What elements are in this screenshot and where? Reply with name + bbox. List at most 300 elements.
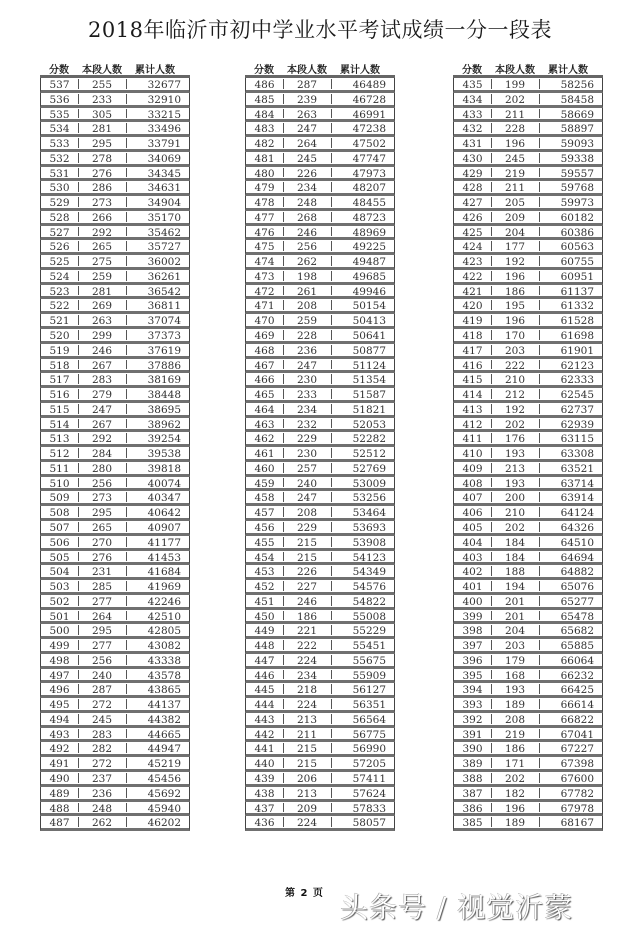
- segment-count-cell: 233: [79, 94, 127, 104]
- segment-count-cell: 208: [492, 714, 540, 724]
- table-row: [40, 359, 190, 374]
- cumulative-count-cell: 46991: [352, 108, 386, 121]
- table-row: [40, 78, 190, 93]
- segment-count-cell: 224: [284, 817, 332, 827]
- segment-count-cell: 176: [492, 433, 540, 443]
- cumulative-count-cell: 65076: [560, 581, 594, 594]
- score-cell: 444: [246, 699, 284, 709]
- score-cell: 531: [41, 168, 79, 178]
- segment-count-cell: 226: [284, 168, 332, 178]
- table-row: [40, 181, 190, 196]
- segment-count-cell: 295: [79, 625, 127, 635]
- score-cell: 527: [41, 227, 79, 237]
- cumulative-count-cell: 48455: [352, 197, 386, 210]
- cumulative-count-cell: 36811: [147, 300, 181, 313]
- cumulative-count-cell: 51354: [352, 374, 386, 387]
- segment-count-cell: 256: [79, 478, 127, 488]
- cumulative-count-cell: 62123: [560, 359, 594, 372]
- score-cell: 495: [41, 699, 79, 709]
- segment-count-cell: 287: [284, 79, 332, 89]
- table-row: [245, 580, 395, 595]
- cumulative-count-cell: 53464: [352, 507, 386, 520]
- segment-count-cell: 282: [79, 743, 127, 753]
- segment-count-cell: 184: [492, 537, 540, 547]
- score-cell: 448: [246, 640, 284, 650]
- segment-count-cell: 266: [79, 212, 127, 222]
- score-cell: 456: [246, 522, 284, 532]
- cumulative-count-cell: 41177: [147, 536, 181, 549]
- segment-count-cell: 211: [492, 109, 540, 119]
- cumulative-count-cell: 53009: [352, 477, 386, 490]
- segment-count-cell: 283: [79, 729, 127, 739]
- table-row: [40, 167, 190, 182]
- table-row: [245, 418, 395, 433]
- table-row: [245, 654, 395, 669]
- table-row: [245, 757, 395, 772]
- segment-count-cell: 247: [79, 404, 127, 414]
- score-cell: 465: [246, 389, 284, 399]
- cumulative-count-cell: 68167: [560, 817, 594, 830]
- segment-count-cell: 202: [492, 522, 540, 532]
- cumulative-count-cell: 54123: [352, 551, 386, 564]
- segment-count-cell: 245: [284, 153, 332, 163]
- segment-count-cell: 263: [284, 109, 332, 119]
- table-row: [453, 359, 603, 374]
- segment-count-cell: 222: [284, 640, 332, 650]
- score-cell: 526: [41, 241, 79, 251]
- table-row: [245, 240, 395, 255]
- header-score: 分数: [254, 65, 274, 76]
- segment-count-cell: 305: [79, 109, 127, 119]
- cumulative-count-cell: 34631: [147, 182, 181, 195]
- cumulative-count-cell: 48723: [352, 211, 386, 224]
- table-row: [40, 802, 190, 817]
- cumulative-count-cell: 44382: [147, 713, 181, 726]
- table-row: [453, 108, 603, 123]
- cumulative-count-cell: 50877: [352, 344, 386, 357]
- segment-count-cell: 283: [79, 374, 127, 384]
- cumulative-count-cell: 59338: [560, 152, 594, 165]
- cumulative-count-cell: 54576: [352, 581, 386, 594]
- cumulative-count-cell: 33791: [147, 138, 181, 151]
- segment-count-cell: 215: [284, 743, 332, 753]
- segment-count-cell: 261: [284, 286, 332, 296]
- score-cell: 509: [41, 492, 79, 502]
- score-cell: 466: [246, 374, 284, 384]
- cumulative-count-cell: 56990: [352, 743, 386, 756]
- score-cell: 474: [246, 256, 284, 266]
- cumulative-count-cell: 51587: [352, 389, 386, 402]
- cumulative-count-cell: 59557: [560, 167, 594, 180]
- cumulative-count-cell: 60182: [560, 211, 594, 224]
- cumulative-count-cell: 41969: [147, 581, 181, 594]
- cumulative-count-cell: 47973: [352, 167, 386, 180]
- table-row: [245, 344, 395, 359]
- watermark: 头条号 / 视觉沂蒙: [340, 891, 574, 924]
- segment-count-cell: 192: [492, 404, 540, 414]
- score-cell: 517: [41, 374, 79, 384]
- segment-count-cell: 276: [79, 168, 127, 178]
- segment-count-cell: 203: [492, 345, 540, 355]
- segment-count-cell: 240: [79, 670, 127, 680]
- segment-count-cell: 292: [79, 227, 127, 237]
- table-row: [453, 506, 603, 521]
- table-row: [40, 551, 190, 566]
- table-row: [453, 551, 603, 566]
- cumulative-count-cell: 40074: [147, 477, 181, 490]
- segment-count-cell: 256: [79, 655, 127, 665]
- cumulative-count-cell: 47502: [352, 138, 386, 151]
- score-cell: 416: [454, 360, 492, 370]
- segment-count-cell: 209: [284, 803, 332, 813]
- score-cell: 521: [41, 315, 79, 325]
- table-row: [40, 772, 190, 787]
- score-cell: 522: [41, 300, 79, 310]
- score-cell: 417: [454, 345, 492, 355]
- segment-count-cell: 233: [284, 389, 332, 399]
- score-cell: 408: [454, 478, 492, 488]
- segment-count-cell: 186: [492, 286, 540, 296]
- table-row: [245, 211, 395, 226]
- score-cell: 524: [41, 271, 79, 281]
- table-row: [40, 373, 190, 388]
- cumulative-count-cell: 60563: [560, 241, 594, 254]
- table-row: [453, 314, 603, 329]
- score-cell: 532: [41, 153, 79, 163]
- cumulative-count-cell: 56775: [352, 728, 386, 741]
- table-row: [245, 285, 395, 300]
- cumulative-count-cell: 57624: [352, 787, 386, 800]
- cumulative-count-cell: 57411: [352, 772, 386, 785]
- cumulative-count-cell: 57205: [352, 758, 386, 771]
- table-row: [245, 373, 395, 388]
- segment-count-cell: 234: [284, 182, 332, 192]
- cumulative-count-cell: 63115: [560, 433, 594, 446]
- header-cumulative-count: 累计人数: [340, 65, 380, 76]
- score-cell: 484: [246, 109, 284, 119]
- segment-count-cell: 179: [492, 655, 540, 665]
- cumulative-count-cell: 43865: [147, 684, 181, 697]
- table-row: [40, 329, 190, 344]
- segment-count-cell: 208: [284, 507, 332, 517]
- segment-count-cell: 192: [492, 256, 540, 266]
- header-score: 分数: [49, 65, 69, 76]
- score-table-column-3: [453, 61, 603, 831]
- segment-count-cell: 247: [284, 123, 332, 133]
- segment-count-cell: 277: [79, 640, 127, 650]
- cumulative-count-cell: 46489: [352, 79, 386, 91]
- cumulative-count-cell: 34069: [147, 152, 181, 165]
- segment-count-cell: 202: [492, 419, 540, 429]
- score-cell: 451: [246, 596, 284, 606]
- cumulative-count-cell: 43338: [147, 654, 181, 667]
- cumulative-count-cell: 66064: [560, 654, 594, 667]
- table-row: [40, 418, 190, 433]
- score-cell: 401: [454, 581, 492, 591]
- score-cell: 450: [246, 611, 284, 621]
- cumulative-count-cell: 45456: [147, 772, 181, 785]
- cumulative-count-cell: 48969: [352, 226, 386, 239]
- segment-count-cell: 236: [79, 788, 127, 798]
- segment-count-cell: 213: [284, 714, 332, 724]
- segment-count-cell: 201: [492, 611, 540, 621]
- header-segment-count: 本段人数: [82, 65, 122, 76]
- score-cell: 434: [454, 94, 492, 104]
- score-cell: 530: [41, 182, 79, 192]
- score-cell: 390: [454, 743, 492, 753]
- segment-count-cell: 193: [492, 448, 540, 458]
- table-row: [245, 565, 395, 580]
- cumulative-count-cell: 54349: [352, 566, 386, 579]
- score-cell: 404: [454, 537, 492, 547]
- cumulative-count-cell: 49487: [352, 256, 386, 269]
- segment-count-cell: 182: [492, 788, 540, 798]
- cumulative-count-cell: 61528: [560, 315, 594, 328]
- score-cell: 389: [454, 758, 492, 768]
- cumulative-count-cell: 66822: [560, 713, 594, 726]
- segment-count-cell: 221: [284, 625, 332, 635]
- segment-count-cell: 206: [284, 773, 332, 783]
- table-row: [40, 240, 190, 255]
- score-cell: 476: [246, 227, 284, 237]
- segment-count-cell: 247: [284, 360, 332, 370]
- cumulative-count-cell: 60951: [560, 270, 594, 283]
- score-cell: 473: [246, 271, 284, 281]
- table-row: [40, 683, 190, 698]
- table-row: [453, 418, 603, 433]
- segment-count-cell: 295: [79, 138, 127, 148]
- score-cell: 406: [454, 507, 492, 517]
- table-row: [40, 506, 190, 521]
- score-cell: 431: [454, 138, 492, 148]
- cumulative-count-cell: 49946: [352, 285, 386, 298]
- cumulative-count-cell: 63914: [560, 492, 594, 505]
- cumulative-count-cell: 39538: [147, 448, 181, 461]
- table-row: [40, 299, 190, 314]
- cumulative-count-cell: 53908: [352, 536, 386, 549]
- table-row: [245, 329, 395, 344]
- cumulative-count-cell: 46728: [352, 93, 386, 106]
- segment-count-cell: 230: [284, 374, 332, 384]
- segment-count-cell: 171: [492, 758, 540, 768]
- cumulative-count-cell: 64882: [560, 566, 594, 579]
- table-row: [245, 669, 395, 684]
- cumulative-count-cell: 47747: [352, 152, 386, 165]
- score-cell: 447: [246, 655, 284, 665]
- segment-count-cell: 246: [284, 227, 332, 237]
- segment-count-cell: 246: [79, 345, 127, 355]
- score-cell: 452: [246, 581, 284, 591]
- table-row: [245, 299, 395, 314]
- segment-count-cell: 215: [284, 758, 332, 768]
- score-cell: 385: [454, 817, 492, 827]
- cumulative-count-cell: 66614: [560, 699, 594, 712]
- cumulative-count-cell: 66425: [560, 684, 594, 697]
- segment-count-cell: 234: [284, 670, 332, 680]
- score-cell: 415: [454, 374, 492, 384]
- table-row: [245, 816, 395, 831]
- table-row: [453, 683, 603, 698]
- segment-count-cell: 209: [492, 212, 540, 222]
- table-header: [245, 61, 395, 75]
- table-row: [40, 447, 190, 462]
- table-row: [40, 211, 190, 226]
- table-row: [40, 521, 190, 536]
- cumulative-count-cell: 65682: [560, 625, 594, 638]
- score-cell: 469: [246, 330, 284, 340]
- cumulative-count-cell: 58669: [560, 108, 594, 121]
- score-cell: 508: [41, 507, 79, 517]
- segment-count-cell: 273: [79, 197, 127, 207]
- score-cell: 394: [454, 684, 492, 694]
- table-row: [40, 536, 190, 551]
- score-cell: 454: [246, 552, 284, 562]
- cumulative-count-cell: 39818: [147, 462, 181, 475]
- score-cell: 497: [41, 670, 79, 680]
- score-cell: 534: [41, 123, 79, 133]
- table-row: [40, 93, 190, 108]
- score-cell: 468: [246, 345, 284, 355]
- cumulative-count-cell: 38169: [147, 374, 181, 387]
- table-row: [40, 270, 190, 285]
- score-cell: 490: [41, 773, 79, 783]
- score-cell: 523: [41, 286, 79, 296]
- segment-count-cell: 279: [79, 389, 127, 399]
- table-row: [40, 713, 190, 728]
- score-cell: 414: [454, 389, 492, 399]
- table-row: [40, 344, 190, 359]
- score-cell: 429: [454, 168, 492, 178]
- score-cell: 533: [41, 138, 79, 148]
- cumulative-count-cell: 52769: [352, 462, 386, 475]
- cumulative-count-cell: 55909: [352, 669, 386, 682]
- table-row: [40, 196, 190, 211]
- score-cell: 535: [41, 109, 79, 119]
- cumulative-count-cell: 36261: [147, 270, 181, 283]
- cumulative-count-cell: 55008: [352, 610, 386, 623]
- cumulative-count-cell: 55675: [352, 654, 386, 667]
- score-cell: 511: [41, 463, 79, 473]
- score-cell: 496: [41, 684, 79, 694]
- score-cell: 419: [454, 315, 492, 325]
- score-cell: 489: [41, 788, 79, 798]
- table-row: [40, 122, 190, 137]
- score-table-column-2: [245, 61, 395, 831]
- segment-count-cell: 193: [492, 684, 540, 694]
- score-cell: 507: [41, 522, 79, 532]
- table-row: [245, 270, 395, 285]
- table-row: [245, 610, 395, 625]
- score-cell: 504: [41, 566, 79, 576]
- segment-count-cell: 240: [284, 478, 332, 488]
- score-cell: 426: [454, 212, 492, 222]
- table-row: [245, 639, 395, 654]
- segment-count-cell: 224: [284, 655, 332, 665]
- cumulative-count-cell: 33215: [147, 108, 181, 121]
- cumulative-count-cell: 48207: [352, 182, 386, 195]
- table-row: [40, 816, 190, 831]
- table-row: [245, 787, 395, 802]
- score-cell: 467: [246, 360, 284, 370]
- cumulative-count-cell: 56564: [352, 713, 386, 726]
- segment-count-cell: 295: [79, 507, 127, 517]
- segment-count-cell: 203: [492, 640, 540, 650]
- score-cell: 453: [246, 566, 284, 576]
- cumulative-count-cell: 63308: [560, 448, 594, 461]
- score-cell: 386: [454, 803, 492, 813]
- segment-count-cell: 226: [284, 566, 332, 576]
- segment-count-cell: 259: [284, 315, 332, 325]
- table-row: [245, 683, 395, 698]
- cumulative-count-cell: 40347: [147, 492, 181, 505]
- score-cell: 520: [41, 330, 79, 340]
- table-row: [453, 580, 603, 595]
- table-row: [245, 447, 395, 462]
- table-row: [245, 152, 395, 167]
- header-cumulative-count: 累计人数: [135, 65, 175, 76]
- header-cumulative-count: 累计人数: [548, 65, 588, 76]
- score-cell: 463: [246, 419, 284, 429]
- table-row: [245, 314, 395, 329]
- table-row: [453, 595, 603, 610]
- cumulative-count-cell: 67600: [560, 772, 594, 785]
- cumulative-count-cell: 64510: [560, 536, 594, 549]
- segment-count-cell: 198: [284, 271, 332, 281]
- score-cell: 435: [454, 79, 492, 89]
- score-cell: 529: [41, 197, 79, 207]
- score-cell: 457: [246, 507, 284, 517]
- cumulative-count-cell: 57833: [352, 802, 386, 815]
- cumulative-count-cell: 58897: [560, 123, 594, 136]
- segment-count-cell: 281: [79, 286, 127, 296]
- table-row: [245, 536, 395, 551]
- table-row: [245, 624, 395, 639]
- segment-count-cell: 228: [492, 123, 540, 133]
- score-cell: 482: [246, 138, 284, 148]
- table-row: [453, 181, 603, 196]
- cumulative-count-cell: 62545: [560, 389, 594, 402]
- segment-count-cell: 265: [79, 522, 127, 532]
- score-cell: 388: [454, 773, 492, 783]
- table-row: [453, 802, 603, 817]
- segment-count-cell: 285: [79, 581, 127, 591]
- score-cell: 403: [454, 552, 492, 562]
- segment-count-cell: 215: [284, 552, 332, 562]
- cumulative-count-cell: 61332: [560, 300, 594, 313]
- score-cell: 436: [246, 817, 284, 827]
- table-row: [453, 403, 603, 418]
- segment-count-cell: 262: [79, 817, 127, 827]
- score-cell: 418: [454, 330, 492, 340]
- table-body: [245, 75, 395, 831]
- segment-count-cell: 227: [284, 581, 332, 591]
- segment-count-cell: 195: [492, 300, 540, 310]
- score-cell: 525: [41, 256, 79, 266]
- segment-count-cell: 193: [492, 478, 540, 488]
- segment-count-cell: 210: [492, 507, 540, 517]
- segment-count-cell: 272: [79, 699, 127, 709]
- table-row: [453, 521, 603, 536]
- score-cell: 410: [454, 448, 492, 458]
- cumulative-count-cell: 41453: [147, 551, 181, 564]
- score-cell: 441: [246, 743, 284, 753]
- cumulative-count-cell: 35727: [147, 241, 181, 254]
- score-cell: 439: [246, 773, 284, 783]
- cumulative-count-cell: 44137: [147, 699, 181, 712]
- score-cell: 506: [41, 537, 79, 547]
- score-cell: 443: [246, 714, 284, 724]
- segment-count-cell: 256: [284, 241, 332, 251]
